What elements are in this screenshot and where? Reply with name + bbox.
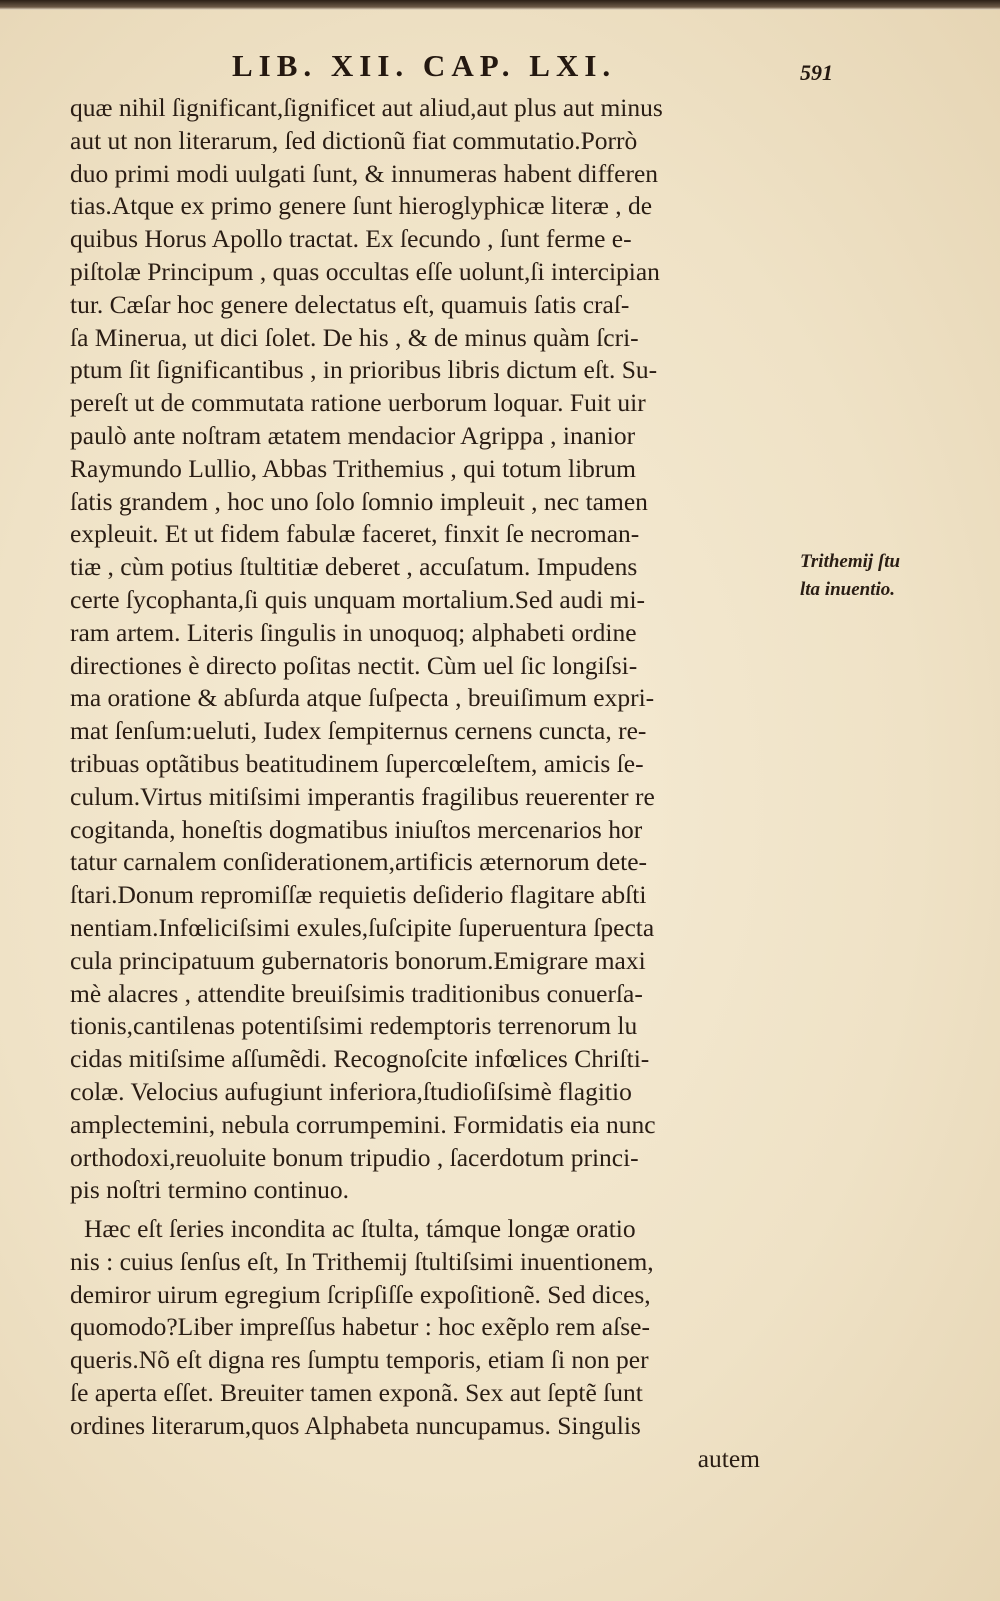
text-line: pereſt ut de commutata ratione uerborum loquar. Fuit uir — [70, 388, 646, 418]
text-line: tribuas optãtibus beatitudinem ſupercœleſtem, amicis ſe- — [70, 748, 644, 778]
text-line: tiæ , cùm potius ſtultitiæ deberet , accuſatum. Impudens — [70, 552, 638, 582]
text-line: tur. Cæſar hoc genere delectatus eſt, quamuis ſatis craſ- — [70, 289, 630, 319]
text-line: pis noſtri termino continuo. — [70, 1175, 350, 1205]
text-line: mat ſenſum:ueluti, Iudex ſempiternus cernens cuncta, re- — [70, 716, 647, 746]
text-line: tionis,cantilenas potentiſsimi redemptoris terrenorum lu — [70, 1011, 638, 1041]
text-line: paulò ante noſtram ætatem mendacior Agrippa , inanior — [70, 420, 636, 450]
text-line: tias.Atque ex primo genere ſunt hieroglyphicæ literæ , de — [70, 191, 653, 221]
catchword: autem — [697, 1443, 760, 1473]
text-line: nis : cuius ſenſus eſt, In Trithemij ſtultiſsimi inuentionem, — [70, 1246, 654, 1276]
text-line: ptum ſit ſignificantibus , in prioribus libris dictum eſt. Su- — [70, 355, 658, 385]
text-line: ſa Minerua, ut dici ſolet. De his , & de minus quàm ſcri- — [70, 322, 639, 352]
text-line: ma oratione & abſurda atque ſuſpecta , breuiſimum expri- — [70, 683, 655, 713]
text-line: quibus Horus Apollo tractat. Ex ſecundo , ſunt ferme e- — [70, 224, 632, 254]
text-line: piſtolæ Principum , quas occultas eſſe uolunt,ſi intercipian — [70, 256, 660, 286]
text-line: colæ. Velocius aufugiunt inferiora,ſtudioſiſsimè flagitio — [70, 1076, 632, 1106]
text-line: aut ut non literarum, ſed dictionũ fiat commutatio.Porrò — [70, 125, 638, 155]
marginal-note-line: Trithemij ſtu — [800, 551, 901, 572]
text-line: mè alacres , attendite breuiſsimis traditionibus conuerſa- — [70, 978, 643, 1008]
text-line: quomodo?Liber impreſſus habetur : hoc exẽplo rem aſse- — [70, 1312, 650, 1342]
text-line: ram artem. Literis ſingulis in unoquoq; alphabeti ordine — [70, 617, 637, 647]
text-line: orthodoxi,reuoluite bonum tripudio , ſacerdotum princi- — [70, 1142, 639, 1172]
text-line: Hæc eſt ſeries incondita ac ſtulta, támque longæ oratio — [84, 1214, 636, 1244]
text-line: tatur carnalem conſiderationem,artificis æternorum dete- — [70, 847, 648, 877]
text-line: cula principatuum gubernatoris bonorum.Emigrare maxi — [70, 945, 646, 975]
text-line: certe ſycophanta,ſi quis unquam mortalium.Sed audi mi- — [70, 584, 646, 614]
text-line: ſe aperta eſſet. Breuiter tamen exponã. Sex aut ſeptẽ ſunt — [70, 1378, 643, 1408]
page-number: 591 — [800, 60, 833, 85]
marginal-note — [800, 548, 960, 604]
text-line: directiones è directo poſitas nectit. Cùm uel ſic longiſsi- — [70, 650, 638, 680]
text-line: culum.Virtus mitiſsimi imperantis fragilibus reuerenter re — [70, 781, 655, 811]
running-head: LIB. XII. CAP. LXI. — [232, 48, 617, 83]
marginal-note-line: lta inuentio. — [800, 579, 896, 600]
text-line: ordines literarum,quos Alphabeta nuncupamus. Singulis — [70, 1410, 641, 1440]
text-line: nentiam.Infœliciſsimi exules,ſuſcipite ſuperuentura ſpecta — [70, 912, 655, 942]
text-line: duo primi modi uulgati ſunt, & innumeras habent differen — [70, 158, 659, 188]
text-line: quæ nihil ſignificant,ſignificet aut aliud,aut plus aut minus — [70, 93, 663, 122]
text-line: ſtari.Donum repromiſſæ requietis deſiderio flagitare abſti — [70, 880, 647, 910]
body-text — [70, 92, 800, 1475]
text-line: demiror uirum egregium ſcripſiſſe expoſitionẽ. Sed dices, — [70, 1279, 651, 1309]
page-top-edge — [0, 0, 1000, 10]
text-line: cogitanda, honeſtis dogmatibus iniuſtos mercenarios hor — [70, 814, 643, 844]
text-line: ſatis grandem , hoc uno ſolo ſomnio impleuit , nec tamen — [70, 486, 648, 516]
text-line: queris.Nõ eſt digna res ſumptu temporis, etiam ſi non per — [70, 1345, 649, 1375]
text-line: Raymundo Lullio, Abbas Trithemius , qui totum librum — [70, 453, 636, 483]
text-line: cidas mitiſsime aſſumẽdi. Recognoſcite infœlices Chriſti- — [70, 1044, 650, 1074]
text-line: expleuit. Et ut fidem fabulæ faceret, finxit ſe necroman- — [70, 519, 640, 549]
text-line: amplectemini, nebula corrumpemini. Formidatis eia nunc — [70, 1109, 656, 1139]
